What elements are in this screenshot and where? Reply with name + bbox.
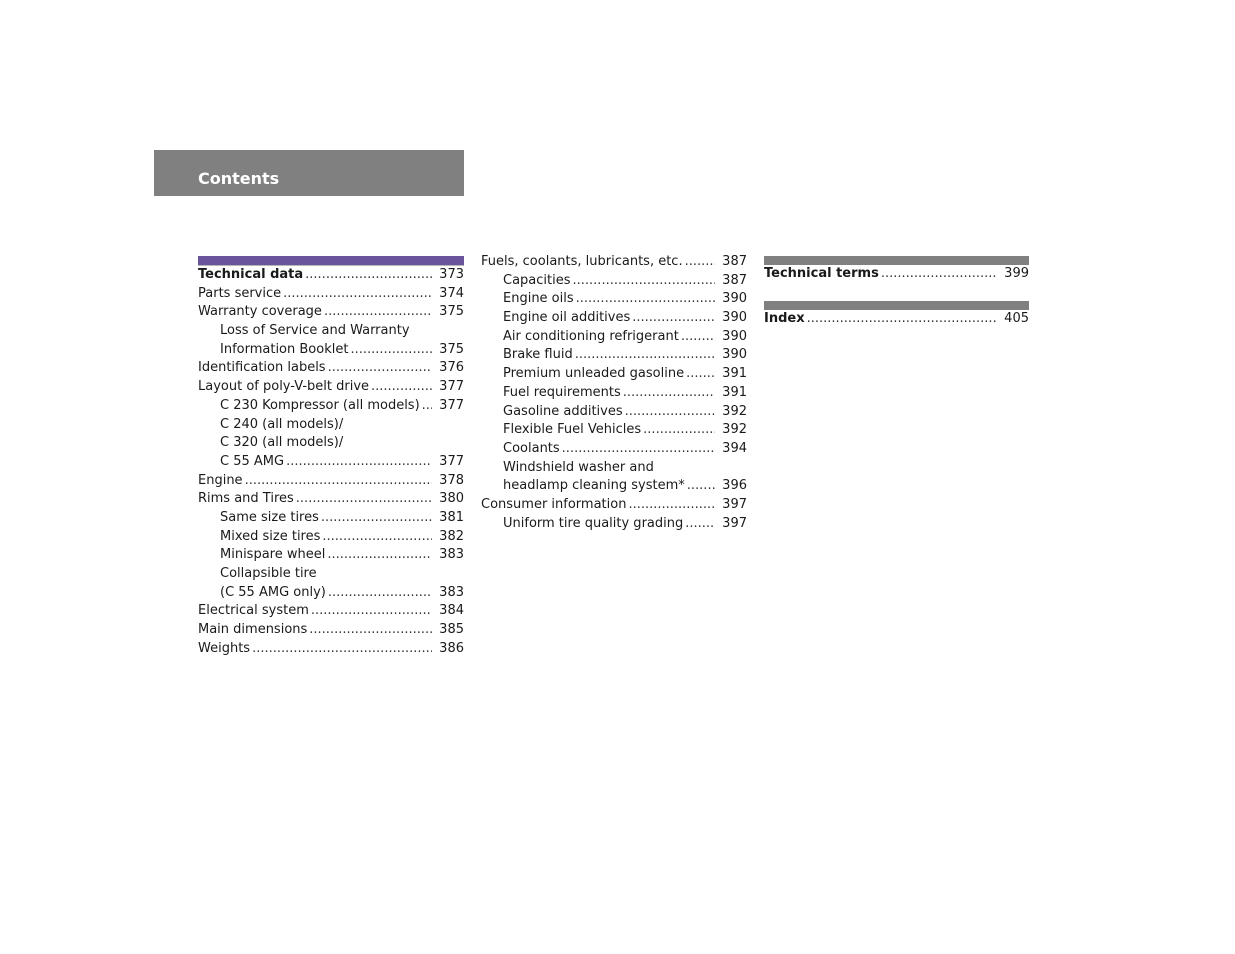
toc-entry-label: Engine oils bbox=[503, 291, 574, 307]
toc-entry[interactable] bbox=[481, 272, 747, 291]
toc-entry-label: Capacities bbox=[503, 272, 571, 288]
section-bar-index bbox=[764, 301, 1029, 310]
toc-entry-label: Fuel requirements bbox=[503, 384, 621, 400]
toc-entry-label: Engine bbox=[198, 472, 243, 488]
toc-entry-label: Electrical system bbox=[198, 603, 309, 619]
toc-entry-page: 383 bbox=[439, 584, 464, 600]
toc-entry[interactable] bbox=[481, 309, 747, 328]
toc-entry[interactable] bbox=[481, 253, 747, 272]
dot-leader bbox=[686, 365, 715, 384]
toc-entry-technical-terms[interactable] bbox=[764, 265, 1029, 284]
dot-leader bbox=[422, 397, 432, 416]
toc-entry-label: C 320 (all models)/ bbox=[220, 435, 344, 451]
toc-entry-label: Main dimensions bbox=[198, 622, 308, 638]
toc-entry-page: 387 bbox=[722, 272, 747, 288]
toc-entry[interactable] bbox=[481, 496, 747, 515]
toc-entry[interactable] bbox=[198, 341, 464, 360]
toc-entry[interactable] bbox=[198, 528, 464, 547]
toc-entry-page: 397 bbox=[722, 515, 747, 531]
toc-entry[interactable] bbox=[481, 515, 747, 534]
toc-entry-label: Air conditioning refrigerant bbox=[503, 328, 679, 344]
dot-leader bbox=[309, 621, 432, 640]
toc-entry[interactable] bbox=[481, 328, 747, 347]
dot-leader bbox=[328, 584, 432, 603]
dot-leader bbox=[576, 290, 715, 309]
toc-entry-label: Layout of poly-V-belt drive bbox=[198, 379, 370, 395]
toc-entry[interactable] bbox=[481, 403, 747, 422]
toc-entry-label: Collapsible tire bbox=[220, 566, 317, 581]
section-bar-technical-data bbox=[198, 256, 464, 266]
dot-leader bbox=[286, 453, 432, 472]
toc-entry[interactable] bbox=[198, 303, 464, 322]
dot-leader bbox=[245, 472, 432, 491]
toc-entry[interactable] bbox=[481, 365, 747, 384]
page-title: Contents bbox=[198, 169, 280, 188]
toc-entry-label: Coolants bbox=[503, 440, 560, 456]
toc-entry[interactable] bbox=[198, 453, 464, 472]
toc-entry-label: Rims and Tires bbox=[198, 491, 294, 507]
toc-entry-label: Technical data bbox=[198, 267, 304, 282]
toc-entry-label: Gasoline additives bbox=[503, 403, 623, 419]
toc-entry bbox=[198, 416, 464, 435]
dot-leader bbox=[628, 496, 715, 515]
toc-entry[interactable] bbox=[198, 266, 464, 285]
toc-entry-page: 386 bbox=[439, 640, 464, 656]
toc-entry bbox=[198, 565, 464, 584]
toc-entry bbox=[481, 459, 747, 478]
toc-entry bbox=[198, 434, 464, 453]
toc-entry[interactable] bbox=[198, 640, 464, 659]
toc-entry-page: 373 bbox=[439, 267, 464, 282]
toc-entry-label: (C 55 AMG only) bbox=[220, 584, 326, 600]
toc-entry-label: Windshield washer and bbox=[503, 459, 654, 475]
dot-leader bbox=[881, 265, 997, 284]
dot-leader bbox=[575, 346, 715, 365]
dot-leader bbox=[283, 285, 432, 304]
toc-entry-page: 383 bbox=[439, 547, 464, 563]
toc-entry[interactable] bbox=[198, 584, 464, 603]
toc-entry-label: C 55 AMG bbox=[220, 453, 285, 469]
dot-leader bbox=[685, 253, 715, 272]
toc-entry[interactable] bbox=[481, 384, 747, 403]
toc-entry-page: 377 bbox=[439, 397, 464, 413]
toc-entry-label: Consumer information bbox=[481, 496, 627, 512]
dot-leader bbox=[311, 602, 432, 621]
dot-leader bbox=[322, 528, 432, 547]
toc-entry-page: 376 bbox=[439, 360, 464, 376]
toc-entry-index[interactable] bbox=[764, 310, 1029, 329]
dot-leader bbox=[623, 384, 715, 403]
toc-entry-label: Loss of Service and Warranty bbox=[220, 323, 410, 339]
toc-entry-page: 405 bbox=[1004, 310, 1029, 326]
toc-entry-page: 392 bbox=[722, 422, 747, 438]
toc-entry-label: Uniform tire quality grading bbox=[503, 515, 684, 531]
dot-leader bbox=[573, 272, 715, 291]
toc-entry-page: 396 bbox=[722, 478, 747, 494]
dot-leader bbox=[687, 477, 715, 496]
toc-entry-label: Minispare wheel bbox=[220, 547, 326, 563]
toc-entry[interactable] bbox=[198, 546, 464, 565]
toc-entry[interactable] bbox=[198, 509, 464, 528]
toc-entry-label: Technical terms bbox=[764, 266, 879, 281]
dot-leader bbox=[328, 359, 432, 378]
toc-entry[interactable] bbox=[198, 378, 464, 397]
toc-entry-page: 391 bbox=[722, 366, 747, 382]
toc-entry-label: Index bbox=[764, 310, 805, 326]
toc-entry-label: Weights bbox=[198, 640, 251, 656]
toc-entry-label: Identification labels bbox=[198, 360, 326, 376]
toc-column-left bbox=[198, 256, 464, 658]
dot-leader bbox=[371, 378, 432, 397]
toc-entry[interactable] bbox=[198, 397, 464, 416]
toc-entry-page: 390 bbox=[722, 310, 747, 326]
toc-entry-label: Flexible Fuel Vehicles bbox=[503, 422, 642, 438]
toc-entry-page: 390 bbox=[722, 328, 747, 344]
toc-entry-page: 382 bbox=[439, 528, 464, 544]
toc-entry[interactable] bbox=[198, 490, 464, 509]
toc-entry-label: Parts service bbox=[198, 285, 282, 301]
toc-entry[interactable] bbox=[198, 472, 464, 491]
toc-entry-page: 390 bbox=[722, 347, 747, 363]
toc-entry-page: 387 bbox=[722, 254, 747, 269]
toc-entry-page: 377 bbox=[439, 453, 464, 469]
toc-entry[interactable] bbox=[481, 290, 747, 309]
toc-entry[interactable] bbox=[481, 440, 747, 459]
toc-entry-page: 390 bbox=[722, 291, 747, 307]
toc-entry-page: 392 bbox=[722, 403, 747, 419]
toc-entry-label: Brake fluid bbox=[503, 347, 573, 363]
toc-entry-page: 380 bbox=[439, 491, 464, 507]
toc-entry[interactable] bbox=[198, 285, 464, 304]
toc-entry[interactable] bbox=[198, 602, 464, 621]
toc-column-middle bbox=[481, 253, 747, 533]
dot-leader bbox=[296, 490, 432, 509]
toc-entry-page: 394 bbox=[722, 440, 747, 456]
toc-entry-page: 397 bbox=[722, 496, 747, 512]
toc-entry-label: Same size tires bbox=[220, 509, 319, 525]
toc-entry[interactable] bbox=[198, 621, 464, 640]
toc-entry-label: C 240 (all models)/ bbox=[220, 416, 344, 432]
dot-leader bbox=[625, 403, 715, 422]
dot-leader bbox=[807, 310, 997, 329]
dot-leader bbox=[632, 309, 715, 328]
toc-entry-label: Information Booklet bbox=[220, 341, 349, 357]
dot-leader bbox=[681, 328, 715, 347]
toc-list-left bbox=[198, 266, 464, 658]
toc-entry[interactable] bbox=[481, 346, 747, 365]
toc-list-middle bbox=[481, 253, 747, 533]
dot-leader bbox=[321, 509, 432, 528]
dot-leader bbox=[685, 515, 715, 534]
dot-leader bbox=[643, 421, 715, 440]
toc-entry[interactable] bbox=[481, 421, 747, 440]
toc-entry-page: 377 bbox=[439, 379, 464, 395]
toc-entry-page: 375 bbox=[439, 304, 464, 320]
toc-entry-page: 391 bbox=[722, 384, 747, 400]
toc-column-right bbox=[764, 256, 1029, 328]
toc-entry-label: Warranty coverage bbox=[198, 304, 322, 320]
toc-entry-label: Mixed size tires bbox=[220, 528, 321, 544]
toc-entry-page: 384 bbox=[439, 603, 464, 619]
toc-entry-page: 385 bbox=[439, 622, 464, 638]
toc-entry[interactable] bbox=[198, 359, 464, 378]
toc-entry-label: Engine oil additives bbox=[503, 310, 631, 326]
toc-entry-label: C 230 Kompressor (all models) bbox=[220, 397, 420, 413]
dot-leader bbox=[350, 341, 432, 360]
dot-leader bbox=[305, 266, 432, 285]
toc-entry-label: headlamp cleaning system* bbox=[503, 478, 685, 494]
toc-entry-label: Fuels, coolants, lubricants, etc. bbox=[481, 254, 683, 269]
toc-entry[interactable] bbox=[481, 477, 747, 496]
toc-entry-label: Premium unleaded gasoline bbox=[503, 366, 685, 382]
toc-entry-page: 375 bbox=[439, 341, 464, 357]
toc-entry-page: 374 bbox=[439, 285, 464, 301]
contents-header-band bbox=[154, 150, 464, 196]
toc-entry bbox=[198, 322, 464, 341]
dot-leader bbox=[324, 303, 432, 322]
dot-leader bbox=[562, 440, 715, 459]
toc-entry-page: 399 bbox=[1004, 266, 1029, 281]
dot-leader bbox=[327, 546, 432, 565]
toc-entry-page: 381 bbox=[439, 509, 464, 525]
dot-leader bbox=[252, 640, 432, 659]
section-bar-technical-terms bbox=[764, 256, 1029, 265]
toc-entry-page: 378 bbox=[439, 472, 464, 488]
